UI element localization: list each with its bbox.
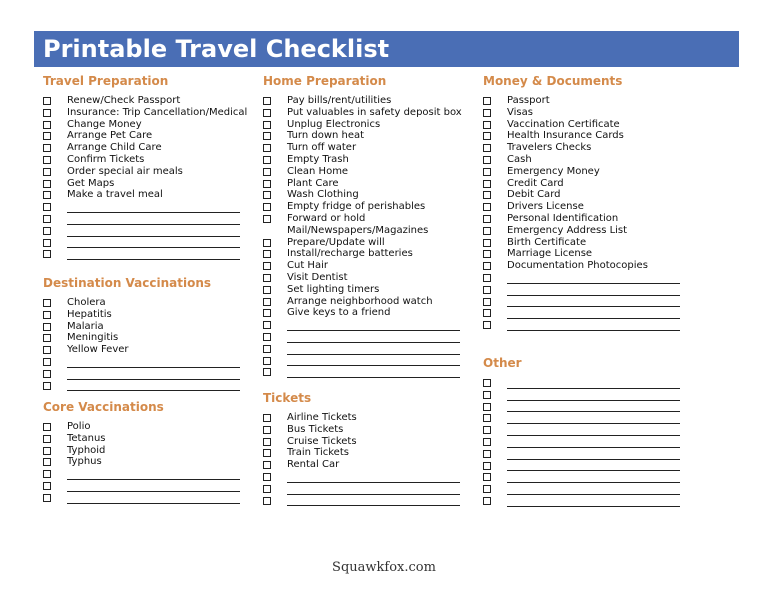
item-label: Plant Care: [287, 177, 339, 189]
checklist-item: [263, 237, 468, 249]
checklist-item: [43, 321, 248, 333]
checkbox[interactable]: [483, 168, 491, 176]
checkbox[interactable]: [263, 215, 271, 223]
checkbox[interactable]: [483, 379, 491, 387]
checkbox[interactable]: [263, 203, 271, 211]
checkbox[interactable]: [263, 426, 271, 434]
item-label: Birth Certificate: [507, 236, 587, 248]
checkbox[interactable]: [43, 482, 51, 490]
blank-checklist-item: [483, 495, 688, 507]
checkbox[interactable]: [263, 262, 271, 270]
checkbox[interactable]: [483, 97, 491, 105]
checkbox[interactable]: [43, 132, 51, 140]
checkbox[interactable]: [263, 132, 271, 140]
checkbox[interactable]: [43, 470, 51, 478]
item-label: Personal Identification: [507, 212, 619, 224]
item-label: Visas: [507, 106, 533, 118]
checklist-item: [263, 260, 468, 272]
checkbox[interactable]: [263, 298, 271, 306]
blank-checklist-item: [263, 319, 468, 331]
section-heading: Other: [483, 356, 522, 370]
checklist-item: [263, 459, 468, 471]
checkbox[interactable]: [263, 156, 271, 164]
checkbox[interactable]: [483, 497, 491, 505]
write-in-line[interactable]: [507, 330, 680, 331]
checkbox[interactable]: [483, 180, 491, 188]
checklist-item: [263, 412, 468, 424]
item-label: Change Money: [67, 118, 142, 130]
blank-checklist-item: [263, 471, 468, 483]
checklist-item: [263, 447, 468, 459]
checkbox[interactable]: [43, 227, 51, 235]
blank-checklist-item: [43, 237, 248, 249]
item-label: Pay bills/rent/utilities: [287, 95, 392, 106]
item-label: Insurance: Trip Cancellation/Medical: [67, 106, 248, 118]
checklist-item: [263, 166, 468, 178]
checklist-item: [263, 272, 468, 284]
blank-checklist-item: [263, 366, 468, 378]
section-other: [483, 355, 688, 507]
item-label: Prepare/Update will: [287, 236, 385, 248]
title-banner: [34, 31, 739, 67]
item-label: Make a travel meal: [67, 189, 163, 201]
item-label: Airline Tickets: [287, 412, 357, 423]
checkbox[interactable]: [43, 423, 51, 431]
checkbox[interactable]: [43, 346, 51, 354]
checklist-item: [263, 130, 468, 142]
checkbox[interactable]: [263, 109, 271, 117]
blank-checklist-item: [483, 436, 688, 448]
checklist-item: [263, 284, 468, 296]
checkbox[interactable]: [263, 97, 271, 105]
section-destination-vaccinations: [43, 275, 248, 391]
checklist-item: [43, 445, 248, 457]
item-label: Typhoid: [67, 444, 106, 456]
item-label: Rental Car: [287, 459, 340, 471]
blank-checklist-item: [263, 495, 468, 507]
checklist-item: [483, 178, 688, 190]
checkbox[interactable]: [263, 121, 271, 129]
blank-checklist-item: [483, 471, 688, 483]
blank-checklist-item: [43, 356, 248, 368]
checklist-item: [263, 107, 468, 119]
checklist-item: [483, 260, 688, 272]
item-label: Drivers License: [507, 201, 584, 213]
blank-checklist-item: [483, 424, 688, 436]
checkbox[interactable]: [263, 438, 271, 446]
section-travel-preparation: [43, 73, 248, 260]
checklist-item: [483, 213, 688, 225]
checkbox[interactable]: [43, 109, 51, 117]
checklist-item: [483, 225, 688, 237]
checkbox[interactable]: [43, 203, 51, 211]
item-label: Get Maps: [67, 177, 115, 189]
item-label: Polio: [67, 421, 91, 432]
checklist-item: [483, 95, 688, 107]
blank-checklist-item: [43, 492, 248, 504]
blank-checklist-item: [43, 225, 248, 237]
checkbox[interactable]: [483, 274, 491, 282]
blank-checklist-item: [483, 307, 688, 319]
section-heading: Travel Preparation: [43, 74, 169, 88]
blank-checklist-item: [483, 389, 688, 401]
checkbox[interactable]: [483, 298, 491, 306]
checkbox[interactable]: [263, 191, 271, 199]
blank-checklist-item: [43, 380, 248, 392]
item-label: Cruise Tickets: [287, 435, 357, 447]
item-label: Bus Tickets: [287, 423, 344, 435]
item-label: Passport: [507, 95, 550, 106]
checkbox[interactable]: [263, 449, 271, 457]
checkbox[interactable]: [483, 109, 491, 117]
checkbox[interactable]: [483, 227, 491, 235]
item-label: Clean Home: [287, 165, 349, 177]
checklist-item: [43, 309, 248, 321]
checkbox[interactable]: [43, 334, 51, 342]
item-label: Set lighting timers: [287, 283, 380, 295]
checklist-item: [483, 189, 688, 201]
item-label: Emergency Money: [507, 165, 600, 177]
item-label: Turn down heat: [287, 130, 365, 142]
checklist-item: [43, 344, 248, 356]
blank-checklist-item: [483, 296, 688, 308]
checkbox[interactable]: [483, 438, 491, 446]
checklist-item: [43, 166, 248, 178]
checklist-item: [263, 142, 468, 154]
checklist-item: [483, 107, 688, 119]
checklist-item: [43, 189, 248, 201]
checkbox[interactable]: [43, 382, 51, 390]
checklist-item: [263, 154, 468, 166]
checklist-item: [263, 213, 468, 237]
checkbox[interactable]: [483, 191, 491, 199]
checkbox[interactable]: [483, 473, 491, 481]
checkbox[interactable]: [263, 180, 271, 188]
section-core-vaccinations: [43, 399, 248, 504]
checklist-item: [263, 436, 468, 448]
checklist-item: [43, 107, 248, 119]
section-heading: Money & Documents: [483, 74, 623, 88]
checkbox[interactable]: [263, 473, 271, 481]
checklist-item: [263, 189, 468, 201]
checkbox[interactable]: [483, 215, 491, 223]
item-label: Wash Clothing: [287, 189, 359, 201]
item-label: Train Tickets: [287, 447, 349, 459]
checkbox[interactable]: [43, 144, 51, 152]
checkbox[interactable]: [263, 368, 271, 376]
checkbox[interactable]: [263, 274, 271, 282]
checklist-item: [483, 166, 688, 178]
item-label: Turn off water: [287, 142, 357, 154]
checkbox[interactable]: [43, 191, 51, 199]
checkbox[interactable]: [483, 156, 491, 164]
item-label: Empty fridge of perishables: [287, 201, 426, 213]
item-label: Cash: [507, 153, 532, 165]
checklist-item: [43, 119, 248, 131]
checklist-item: [263, 95, 468, 107]
checkbox[interactable]: [483, 391, 491, 399]
section-heading: Destination Vaccinations: [43, 276, 212, 290]
checklist-item: [43, 130, 248, 142]
write-in-line[interactable]: [67, 503, 240, 504]
section-heading: Core Vaccinations: [43, 400, 164, 414]
checkbox[interactable]: [483, 426, 491, 434]
checklist-item: [263, 424, 468, 436]
section-heading: Home Preparation: [263, 74, 387, 88]
checklist-item: [43, 456, 248, 468]
section-heading: Tickets: [263, 391, 312, 405]
blank-checklist-item: [263, 343, 468, 355]
checkbox[interactable]: [483, 239, 491, 247]
checkbox[interactable]: [263, 239, 271, 247]
write-in-line[interactable]: [507, 506, 680, 507]
checkbox[interactable]: [263, 321, 271, 329]
checkbox[interactable]: [263, 144, 271, 152]
checkbox[interactable]: [43, 97, 51, 105]
blank-checklist-item: [483, 377, 688, 389]
item-label: Visit Dentist: [287, 271, 348, 283]
item-label: Cut Hair: [287, 260, 328, 272]
item-label: Give keys to a friend: [287, 307, 391, 319]
checkbox[interactable]: [43, 458, 51, 466]
blank-checklist-item: [43, 368, 248, 380]
checkbox[interactable]: [483, 321, 491, 329]
checkbox[interactable]: [483, 121, 491, 129]
write-in-line[interactable]: [287, 377, 460, 378]
checkbox[interactable]: [483, 144, 491, 152]
checkbox[interactable]: [483, 203, 491, 211]
blank-checklist-item: [483, 460, 688, 472]
item-label: Hepatitis: [67, 308, 112, 320]
checkbox[interactable]: [483, 132, 491, 140]
checklist-item: [483, 142, 688, 154]
checkbox[interactable]: [43, 121, 51, 129]
blank-checklist-item: [483, 412, 688, 424]
section-home-preparation: [263, 73, 468, 378]
page-title: Printable Travel Checklist: [43, 35, 390, 63]
item-label: Renew/Check Passport: [67, 95, 181, 106]
item-label: Meningitis: [67, 332, 119, 344]
checklist-item: [483, 237, 688, 249]
blank-checklist-item: [43, 480, 248, 492]
checkbox[interactable]: [263, 286, 271, 294]
checklist-item: [43, 421, 248, 433]
blank-checklist-item: [263, 355, 468, 367]
item-label: Malaria: [67, 320, 104, 332]
checkbox[interactable]: [263, 461, 271, 469]
checkbox[interactable]: [263, 485, 271, 493]
checkbox[interactable]: [483, 250, 491, 258]
checkbox[interactable]: [263, 357, 271, 365]
blank-checklist-item: [43, 201, 248, 213]
checklist-item: [43, 433, 248, 445]
checklist-item: [43, 332, 248, 344]
checkbox[interactable]: [483, 309, 491, 317]
checkbox[interactable]: [263, 414, 271, 422]
item-label: Health Insurance Cards: [507, 130, 624, 142]
checklist-item: [43, 297, 248, 309]
blank-checklist-item: [483, 483, 688, 495]
section-money-documents: [483, 73, 688, 331]
blank-checklist-item: [483, 448, 688, 460]
blank-checklist-item: [263, 331, 468, 343]
item-label: Marriage License: [507, 248, 593, 260]
item-label: Unplug Electronics: [287, 118, 381, 130]
item-label: Cholera: [67, 297, 106, 308]
checklist-item: [43, 154, 248, 166]
footer-site-name: Squawkfox.com: [332, 560, 436, 575]
item-label: Empty Trash: [287, 153, 349, 165]
checklist-item: [483, 130, 688, 142]
item-label: Order special air meals: [67, 165, 183, 177]
item-label: Documentation Photocopies: [507, 260, 648, 272]
checklist-item: [43, 142, 248, 154]
checklist-item: [263, 248, 468, 260]
checkbox[interactable]: [43, 447, 51, 455]
checkbox[interactable]: [483, 450, 491, 458]
checkbox[interactable]: [43, 311, 51, 319]
blank-checklist-item: [43, 213, 248, 225]
checkbox[interactable]: [43, 299, 51, 307]
item-label: Debit Card: [507, 189, 561, 201]
item-label: Typhus: [67, 456, 102, 468]
checkbox[interactable]: [263, 345, 271, 353]
checklist-item: [483, 119, 688, 131]
checkbox[interactable]: [263, 497, 271, 505]
checkbox[interactable]: [43, 323, 51, 331]
checklist-item: [483, 201, 688, 213]
item-label: Arrange Pet Care: [67, 130, 153, 142]
item-label: Travelers Checks: [507, 142, 592, 154]
checkbox[interactable]: [43, 239, 51, 247]
item-label: Confirm Tickets: [67, 153, 145, 165]
write-in-line[interactable]: [67, 259, 240, 260]
checkbox[interactable]: [43, 370, 51, 378]
write-in-line[interactable]: [287, 505, 460, 506]
item-label: Arrange Child Care: [67, 142, 162, 154]
checkbox[interactable]: [43, 168, 51, 176]
item-label: Yellow Fever: [67, 344, 129, 356]
checkbox[interactable]: [483, 262, 491, 270]
checkbox[interactable]: [483, 286, 491, 294]
blank-checklist-item: [43, 468, 248, 480]
write-in-line[interactable]: [67, 390, 240, 391]
item-label: Vaccination Certificate: [507, 118, 620, 130]
checklist-item: [263, 178, 468, 190]
checklist-item: [263, 119, 468, 131]
checkbox[interactable]: [483, 462, 491, 470]
checkbox[interactable]: [43, 435, 51, 443]
blank-checklist-item: [483, 284, 688, 296]
checkbox[interactable]: [43, 180, 51, 188]
item-label: Install/recharge batteries: [287, 248, 413, 260]
checkbox[interactable]: [43, 494, 51, 502]
item-label: Put valuables in safety deposit box: [287, 106, 462, 118]
checkbox[interactable]: [483, 414, 491, 422]
checklist-item: [263, 307, 468, 319]
checkbox[interactable]: [43, 156, 51, 164]
checkbox[interactable]: [263, 168, 271, 176]
checkbox[interactable]: [43, 215, 51, 223]
checklist-item: [43, 178, 248, 190]
checkbox[interactable]: [263, 333, 271, 341]
checkbox[interactable]: [263, 250, 271, 258]
checklist-item: [263, 201, 468, 213]
checklist-item: [483, 248, 688, 260]
checkbox[interactable]: [263, 309, 271, 317]
checklist-item: [263, 296, 468, 308]
blank-checklist-item: [483, 319, 688, 331]
item-label: Emergency Address List: [507, 224, 628, 236]
item-label: Credit Card: [507, 177, 564, 189]
checkbox[interactable]: [483, 485, 491, 493]
blank-checklist-item: [263, 483, 468, 495]
checklist-item: [43, 95, 248, 107]
checkbox[interactable]: [43, 250, 51, 258]
blank-checklist-item: [483, 401, 688, 413]
item-label: Arrange neighborhood watch: [287, 295, 433, 307]
checklist-item: [483, 154, 688, 166]
section-tickets: [263, 390, 468, 506]
blank-checklist-item: [483, 272, 688, 284]
checkbox[interactable]: [483, 403, 491, 411]
item-label: Tetanus: [67, 432, 106, 444]
checkbox[interactable]: [43, 358, 51, 366]
item-label: Forward or hold Mail/Newspapers/Magazines: [287, 212, 429, 236]
blank-checklist-item: [43, 248, 248, 260]
